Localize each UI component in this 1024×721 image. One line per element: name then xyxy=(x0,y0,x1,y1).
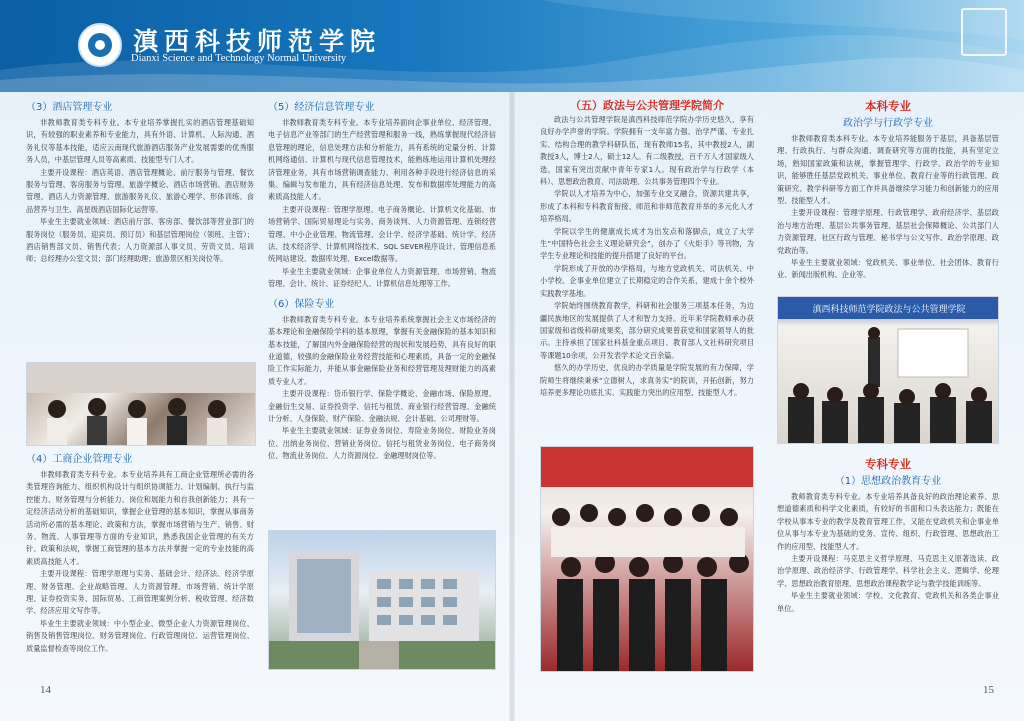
university-title-en: Dianxi Science and Technology Normal University xyxy=(131,53,347,64)
paragraph: 非教师教育类专科专业。本专业培养掌握扎实的酒店管理基础知识，有较强的职业素养和专业能力，具有外语、计算机、人际沟通、酒务礼仪等基本技能，适应云南现代旅游酒店服务产业发展需要的优秀服务人员，中基层管理人员等高素质、技能型专门人才。 xyxy=(26,118,254,165)
section-title: （5）经济信息管理专业 xyxy=(268,102,375,113)
paragraph: 主要开设课程：管理学原理、行政管理学、政府经济学、基层政治与地方治理、基层公共事务管理、基层社会保障概论、公共部门人力资源管理、社区行政与管理、秘书学与公文写作、政治学原理、政党政治等。 xyxy=(777,208,999,255)
paragraph: 政法与公共管理学院是滇西科技师范学院办学历史悠久、享有良好办学声誉的学院。学院拥有一支年富力强、治学严谨、专业扎实、结构合理的教学科研队伍，现有教师15名，其中教授2人，副教授3人，博士2人，硕士12人。有二级教授，百千万人才国家级人选，国家有突出贡献中青年专家1人。现有政治学与行政学（本科）、思想政治教育、司法助理、公共事务管理四个专业。 xyxy=(540,115,754,187)
column-4-lower xyxy=(777,456,999,615)
paragraph: 学院始终围绕教育教学，科研和社会服务三项基本任务，为边疆民族地区的发展提供了人才和智力支持。近年来学院教师承办获国家级和省级科研成果奖，部分研究成果曾获党和国家领导人的批示。主持承担了国家社科基金重点项目、教育部人文社科研究项目等课题10余项，公开发表学术论文百余篇。 xyxy=(540,301,754,360)
photo-classroom xyxy=(777,296,999,444)
photo-illustration xyxy=(778,297,999,444)
paragraph: 非教师教育类本科专业。本专业培养能服务于基层，具备基层管理、行政执行、与群众沟通、调查研究等方面的技能，具有坚定立场，熟知国家政策和法规，掌握管理学、行政学、政治学的专业知识，能够胜任基层党政机关、事业单位、教育行业等的行政管理、政策研究、教学科研等方面工作并具备继续学习能力和创新能力的应用型、技能型人才。 xyxy=(777,134,999,206)
paragraph: 学院形成了开放的办学格局，与地方党政机关、司法机关、中小学校、企事业单位建立了长期稳定的合作关系，建成十余个校外实践教学基地。 xyxy=(540,263,754,298)
column-4 xyxy=(777,98,999,282)
paragraph: 主要开设课程：酒店英语、酒店管理概论、前厅服务与管理、餐饮服务与管理、客房服务与管理、旅游学概论、酒店市场营销、酒店财务管理、酒店人力资源管理、旅游服务礼仪、旅游心理学、形体训练、食品营养与卫生、高星级酒店国际化运营等。 xyxy=(26,167,254,214)
column-1 xyxy=(26,98,254,266)
column-1-lower xyxy=(26,450,254,655)
paragraph: 毕业生主要就业领域：证券业务岗位、寿险业务岗位、财险业务岗位、出纳业务岗位、营销业务岗位、信托与租赁业务岗位、电子商务岗位、物流业务岗位、人力资源岗位、金融理财岗位等。 xyxy=(268,426,496,461)
section-title: （6）保险专业 xyxy=(268,298,335,310)
college-intro-title: （五）政法与公共管理学院简介 xyxy=(570,99,724,112)
photo-hotel-students xyxy=(26,362,256,446)
paragraph: 非教师教育类专科专业。本专业培养系统掌握社会主义市场经济的基本理论和金融保险学科的基本原理，掌握有关金融保险的基本知识和基本技能，了解国内外金融保险经营的现状和发展趋势，具有良好的职业道德，较强的金融保险业务经营技能和心理素质，具备一定的金融保险工作实际能力，并能从事金融保险业务和经营管理及理财能力的高素质专业人才。 xyxy=(268,314,496,386)
paragraph: 学院以人才培养为中心，加强专业交叉融合，资源共建共享，形成了本科和专科教育衔接、师范和非师范教育并举的多元化人才培养格局。 xyxy=(540,189,754,224)
photo-graduation-group xyxy=(540,446,754,672)
paragraph: 主要开设课程：货币银行学、保险学概论、金融市场、保险原理、金融衍生交易、证券投资学、信托与租赁、商业银行经营管理、金融统计分析、人身保险、财产保险、金融法规、会计基础、公司理财等。 xyxy=(268,389,496,423)
paragraph: 教师教育类专科专业。本专业培养具备良好的政治理论素养、思想道德素质和科学文化素质，有较好的书面和口头表达能力；既能在学校从事本专业的教学及教育管理工作，又能在党政机关和企事业单位从事与本专业为基础的党务、宣传、组织、行政管理、思想政治工作的应用型、技能型人才。 xyxy=(777,492,999,551)
section-title: 政治学与行政学专业 xyxy=(843,118,933,129)
page-number-left: 14 xyxy=(40,684,51,696)
page-spine xyxy=(509,92,515,721)
paragraph: 主要开设课程：管理学原理、电子商务概论、计算机文化基础、市场营销学、国际贸易理论与实务、商务谈判、人力资源管理、连锁经营管理、中小企业管理、物流管理、会计学、经济学基础、统计学、经济法、技术经济学、计算机网络技术、SQL SEVER程序设计、管理信息系统网站建设、数据库处理、Excel数据等。 xyxy=(268,204,496,264)
header-banner xyxy=(0,0,1024,92)
college-major-title: 专科专业 xyxy=(865,457,911,471)
paragraph: 学院以学生的健康成长成才为出发点和落脚点，成立了大学生“中国特色社会主义理论研究会”，创办了《火炬手》等刊物，为学生专业理论和技能的提升搭建了良好的平台。 xyxy=(540,226,754,261)
university-title-cn: 滇西科技师范学院 xyxy=(133,27,382,56)
column-3 xyxy=(540,98,754,399)
photo-illustration xyxy=(269,531,496,670)
paragraph: 主要开设课程：管理学原理与实务、基础会计、经济法、经济学原理、财务管理、企业战略管理、人力资源管理、市场营销、统计学原理、证券投资实务、国际贸易、工商管理案例分析、税收管理、经济数学、经济应用文写作等。 xyxy=(26,569,254,616)
paragraph: 毕业生主要就业领域：中小型企业、微型企业人力资源管理岗位、销售及销售管理岗位、财务管理岗位、行政管理岗位、运营管理岗位、质量监督检查等岗位工作。 xyxy=(26,618,254,653)
undergrad-title: 本科专业 xyxy=(865,99,911,113)
photo-illustration xyxy=(541,447,754,672)
paragraph: 主要开设课程：马克思主义哲学原理、马克思主义原著选读、政治学原理、政治经济学、行政管理学、科学社会主义、逻辑学、伦理学、思想政治教育原理、思想政治课程教学论与教学技能训练等。 xyxy=(777,554,999,588)
paragraph: 毕业生主要就业领域：学校、文化教育、党政机关和各类企事业单位。 xyxy=(777,591,999,613)
section-title: （3）酒店管理专业 xyxy=(26,102,113,113)
photo-banner-text: 滇西科技师范学院政法与公共管理学院 xyxy=(812,305,966,315)
paragraph: 毕业生主要就业领域：企事业单位人力资源管理、市场营销、物流管理、会计、统计、证券经纪人、计算机信息处理等工作。 xyxy=(268,266,496,289)
column-2 xyxy=(268,98,496,463)
page-number-right: 15 xyxy=(983,684,994,696)
section-title: （4）工商企业管理专业 xyxy=(26,454,133,465)
paragraph: 悠久的办学历史，优良的办学质量是学院发展的有力保障，学院师生将继续秉承“立德树人，求真务实”的院训，开拓创新，努力培养更多理论功底扎实、实践能力突出的应用型、技能型人才。 xyxy=(540,363,754,397)
paragraph: 毕业生主要就业领域：酒店前厅部、客房部、餐饮部等营业部门的服务岗位（服务员、迎宾员、预订员）和基层管理岗位（领班、主管）；酒店销售部文员、销售代表；人力资源部人事文员、劳资文员、培训师；总经理办公室文员；部门经理助理；旅游景区相关岗位等。 xyxy=(26,217,254,264)
seal-stamp xyxy=(961,8,1007,56)
section-title: （1）思想政治教育专业 xyxy=(834,476,942,487)
university-logo xyxy=(78,23,122,67)
photo-illustration xyxy=(27,363,256,446)
paragraph: 非教师教育类专科专业。本专业培养具有工商企业管理所必需的各类管理咨询能力、组织机构设计与组织协调能力、计划编制、执行与监控能力、财务管理与分析能力、岗位和展能力和自我创新能力；具有一定经济活动分析的基础知识，掌握企业管理的基本知识，掌握从事商务活动所必需的基本理论、政策和方法，掌握市场营销与生产、销售、财务、物流、人事管理等方面的专业知识，熟悉我国企业管理的有关方针、政策和法规，掌握工商管理的基本方法并掌握一定的专业技能的高素质高技能人才。 xyxy=(26,470,254,566)
photo-campus-building xyxy=(268,530,496,670)
paragraph: 非教师教育类专科专业。本专业培养面向企事业单位、经济管理、电子信息产业等部门的生产经营管理和服务一线，熟练掌握现代经济信息管理的理论，信息处理方法和分析能力，具有系统的定量分析、计算机网络通信、计算机与现代信息管理技术，能熟练地运用计算机处理经济管理业务，具有市场营销调查能力、利用各种手段进行经济信息的采集、编辑与发布能力，具有经济信息处理、发布和数据库处理能力的高素质高技能人才。 xyxy=(268,118,496,202)
paragraph: 毕业生主要就业领域：党政机关、事业单位、社会团体、教育行业、新闻出版机构、企业等。 xyxy=(777,258,999,280)
